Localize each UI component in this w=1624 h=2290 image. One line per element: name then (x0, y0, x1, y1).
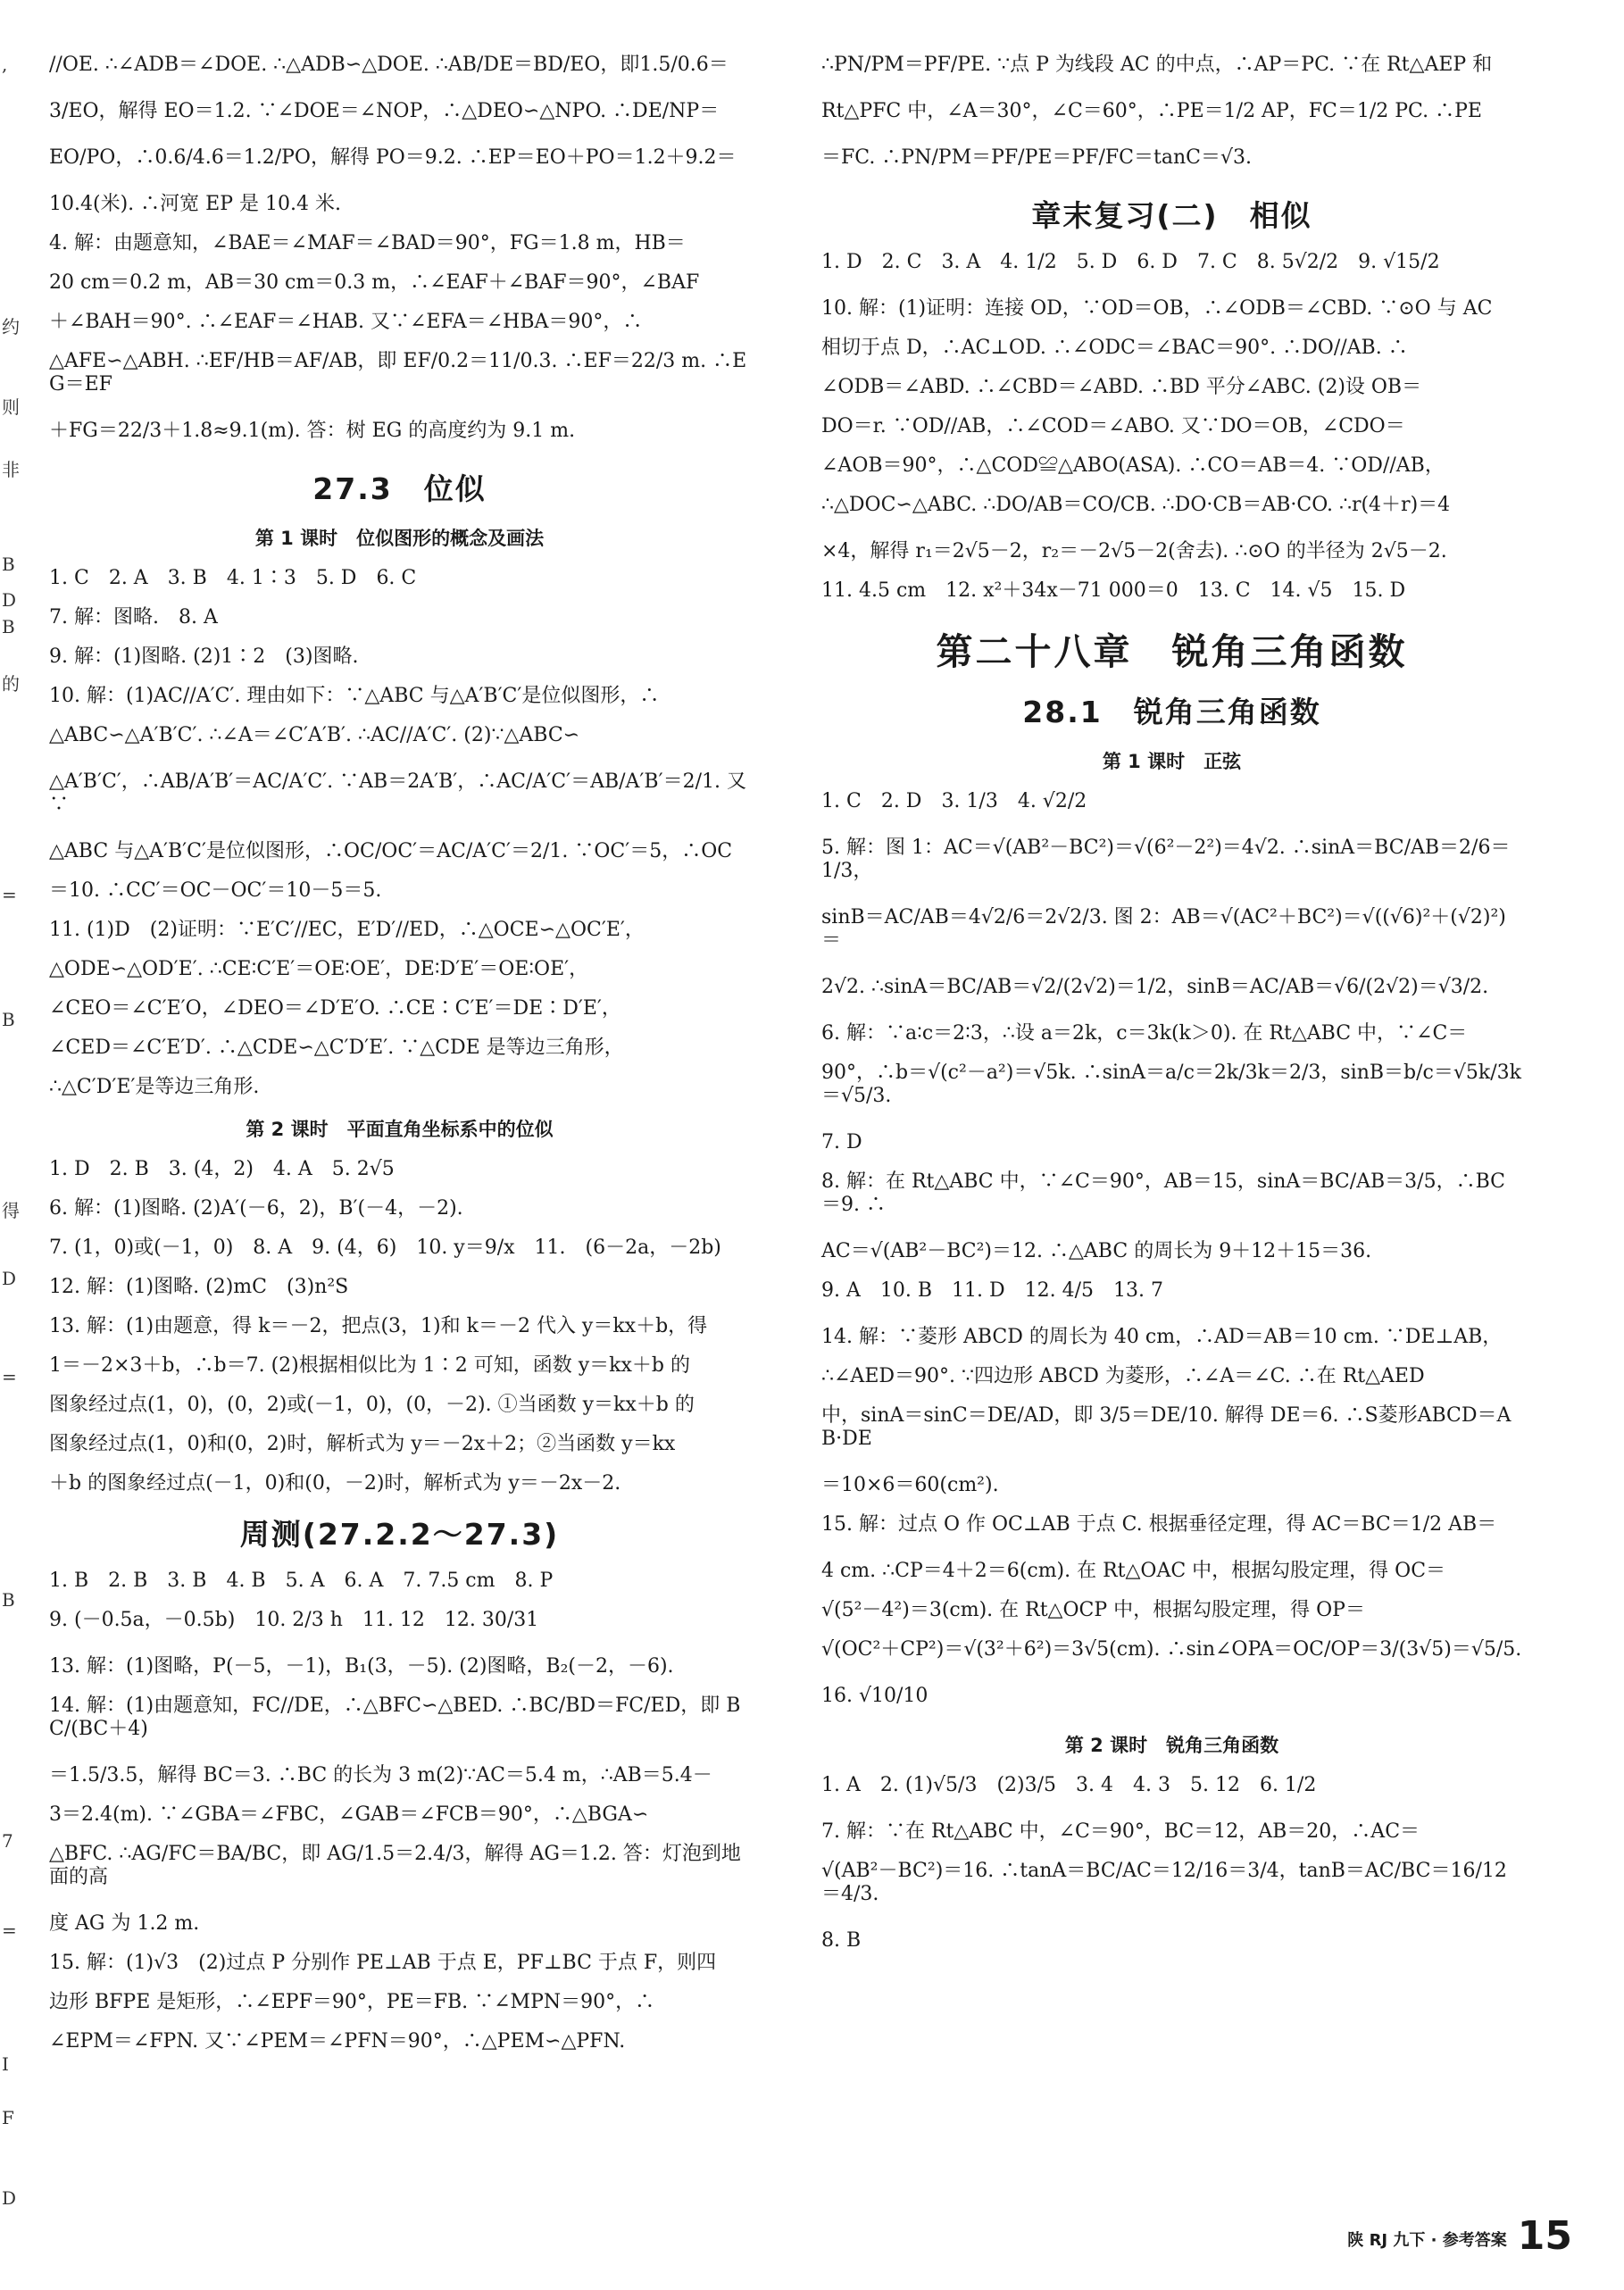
edge-mark: I (2, 2053, 9, 2075)
edge-mark: D (2, 1268, 17, 1289)
chapter-review-heading: 章末复习(二) 相似 (1031, 198, 1312, 233)
answer-line: 7. 解：∵在 Rt△ABC 中，∠C＝90°，BC＝12，AB＝20，∴AC＝ (821, 1820, 1420, 1843)
answer-line: 4. 解：由题意知，∠BAE＝∠MAF＝∠BAD＝90°，FG＝1.8 m，HB＝ (49, 232, 686, 254)
answer-line: ∠CEO＝∠C′E′O，∠DEO＝∠D′E′O. ∴CE∶C′E′＝DE∶D′E′， (49, 997, 621, 1020)
answer-line: 7. D (821, 1131, 862, 1153)
answer-line: ∴PN/PM＝PF/PE. ∵点 P 为线段 AC 的中点，∴AP＝PC. ∵在 Rt△AEP 和 (821, 54, 1493, 76)
left-edge-cropped-text (0, 0, 20, 2290)
lesson-heading: 第 2 课时 平面直角坐标系中的位似 (246, 1119, 554, 1140)
answer-line: 6. 解：(1)图略. (2)A′(－6，2)，B′(－4，－2). (49, 1197, 463, 1220)
answer-line: △ODE∽△OD′E′. ∴CE∶C′E′＝OE∶OE′，DE∶D′E′＝OE∶OE′， (49, 958, 589, 980)
answer-line: 5. 解：图 1：AC＝√(AB²－BC²)＝√(6²－2²)＝4√2. ∴sinA＝BC/AB＝2/6＝1/3， (821, 837, 1511, 882)
section-heading-28-1: 28.1 锐角三角函数 (1022, 695, 1321, 729)
answer-line: 14. 解：∵菱形 ABCD 的周长为 40 cm，∴AD＝AB＝10 cm. ∵DE⊥AB， (821, 1326, 1503, 1348)
answer-line: 15. 解：(1)√3 (2)过点 P 分别作 PE⊥AB 于点 E，PF⊥BC 于点 F，则四 (49, 1952, 717, 1974)
chapter-28-heading: 第二十八章 锐角三角函数 (936, 630, 1408, 673)
section-heading-27-3: 27.3 位似 (312, 471, 487, 506)
answer-line: Rt△PFC 中，∠A＝30°，∠C＝60°，∴PE＝1/2 AP，FC＝1/2 PC. ∴PE (821, 100, 1482, 122)
answer-line: 10. 解：(1)证明：连接 OD，∵OD＝OB，∴∠ODB＝∠CBD. ∵⊙O 与 AC (821, 297, 1493, 320)
edge-mark: , (2, 54, 8, 75)
answer-line: 12. 解：(1)图略. (2)mC (3)n²S (49, 1276, 349, 1298)
answer-line: 8. B (821, 1929, 862, 1952)
lesson-heading: 第 1 课时 正弦 (1102, 751, 1242, 772)
answer-line: 3/EO，解得 EO＝1.2. ∵∠DOE＝∠NOP，∴△DEO∽△NPO. ∴DE/NP＝ (49, 100, 720, 122)
left-column (49, 54, 750, 2069)
answer-line: △A′B′C′，∴AB/A′B′＝AC/A′C′. ∵AB＝2A′B′，∴AC/A′C′＝AB/A′B′＝2/1. 又∵ (49, 770, 746, 816)
answer-line: 1. C 2. D 3. 1/3 4. √2/2 (821, 790, 1087, 812)
answer-line: DO＝r. ∵OD//AB，∴∠COD＝∠ABO. 又∵DO＝OB，∠CDO＝ (821, 415, 1405, 437)
answer-line: 相切于点 D，∴AC⊥OD. ∴∠ODC＝∠BAC＝90°. ∴DO//AB. ∴ (821, 337, 1408, 359)
answer-line: 3＝2.4(m). ∵∠GBA＝∠FBC，∠GAB＝∠FCB＝90°，∴△BGA∽ (49, 1803, 649, 1826)
answer-line: ＋∠BAH＝90°. ∴∠EAF＝∠HAB. 又∵∠EFA＝∠HBA＝90°，∴ (49, 311, 643, 333)
answer-line: 1. D 2. C 3. A 4. 1/2 5. D 6. D 7. C 8. 5√2/2 9. √15/2 (821, 251, 1440, 273)
answer-line: 11. 4.5 cm 12. x²＋34x－71 000＝0 13. C 14. √5 15. D (821, 579, 1406, 602)
answer-line: 13. 解：(1)图略，P(－5，－1)，B₁(3，－5). (2)图略，B₂(－2，－6). (49, 1655, 674, 1678)
answer-line: ∠CED＝∠C′E′D′. ∴△CDE∽△C′D′E′. ∵△CDE 是等边三角形， (49, 1037, 624, 1059)
answer-line: 7. (1，0)或(－1，0) 8. A 9. (4，6) 10. y＝9/x 11. (6－2a，－2b) (49, 1237, 721, 1259)
review-answers (821, 251, 1522, 603)
edge-mark: B (2, 1009, 15, 1030)
answer-line: ∠AOB＝90°，∴△COD≌△ABO(ASA). ∴CO＝AB＝4. ∵OD//AB， (821, 454, 1445, 477)
answer-line: AC＝√(AB²－BC²)＝12. ∴△ABC 的周长为 9＋12＋15＝36. (821, 1240, 1372, 1262)
answer-line: △ABC 与△A′B′C′是位似图形，∴OC/OC′＝AC/A′C′＝2/1. ∵OC′＝5，∴OC (49, 840, 733, 862)
answer-line: 15. 解：过点 O 作 OC⊥AB 于点 C. 根据垂径定理，得 AC＝BC＝1/2 AB＝ (821, 1513, 1497, 1536)
answer-line: 8. 解：在 Rt△ABC 中，∵∠C＝90°，AB＝15，sinA＝BC/AB＝3/5，∴BC＝9. ∴ (821, 1170, 1505, 1216)
answer-line: 6. 解：∵a∶c＝2∶3，∴设 a＝2k，c＝3k(k＞0). 在 Rt△ABC 中，∵∠C＝ (821, 1022, 1468, 1045)
answer-line: 10.4(米). ∴河宽 EP 是 10.4 米. (49, 193, 341, 215)
right-column (821, 54, 1522, 1969)
answer-line: 9. A 10. B 11. D 12. 4/5 13. 7 (821, 1279, 1164, 1302)
weekly-test-heading: 周测(27.2.2～27.3) (239, 1517, 560, 1552)
edge-mark: D (2, 2187, 17, 2209)
answer-line: ∠EPM＝∠FPN. 又∵∠PEM＝∠PFN＝90°，∴△PEM∽△PFN. (49, 2030, 626, 2053)
answer-line: ∴△C′D′E′是等边三角形. (49, 1076, 260, 1098)
answer-line: 14. 解：(1)由题意知，FC//DE，∴△BFC∽△BED. ∴BC/BD＝FC/ED，即 BC/(BC＋4) (49, 1695, 741, 1740)
answer-line: ＋b 的图象经过点(－1，0)和(0，－2)时，解析式为 y＝－2x－2. (49, 1472, 621, 1495)
answer-line: √(OC²＋CP²)＝√(3²＋6²)＝3√5(cm). ∴sin∠OPA＝OC/OP＝3/(3√5)＝√5/5. (821, 1638, 1522, 1661)
edge-mark: = (2, 1366, 17, 1387)
book-label: 陕 RJ 九下 · 参考答案 (1347, 2231, 1507, 2250)
lesson-heading: 第 1 课时 位似图形的概念及画法 (254, 528, 545, 549)
answer-line: 1. C 2. A 3. B 4. 1∶3 5. D 6. C (49, 567, 417, 589)
answer-line: ∴△DOC∽△ABC. ∴DO/AB＝CO/CB. ∴DO·CB＝AB·CO. ∴r(4＋r)＝4 (821, 494, 1451, 516)
answer-line: 4 cm. ∴CP＝4＋2＝6(cm). 在 Rt△OAC 中，根据勾股定理，得 OC＝ (821, 1560, 1446, 1582)
page-footer (1347, 2213, 1572, 2259)
answer-line: ＋FG＝22/3＋1.8≈9.1(m). 答：树 EG 的高度约为 9.1 m. (49, 420, 576, 442)
answer-line: sinB＝AC/AB＝4√2/6＝2√2/3. 图 2：AB＝√(AC²＋BC²)＝√((√6)²＋(√2)²)＝ (821, 906, 1506, 952)
continued-answer-block (49, 54, 750, 443)
answer-line: ＝FC. ∴PN/PM＝PF/PE＝PF/FC＝tanC＝√3. (821, 146, 1252, 169)
answer-line: 1. A 2. (1)√5/3 (2)3/5 3. 4 4. 3 5. 12 6. 1/2 (821, 1774, 1317, 1796)
answer-line: 图象经过点(1，0)，(0，2)或(－1，0)，(0，－2). ①当函数 y＝kx＋b 的 (49, 1394, 695, 1416)
continued-answer-block (821, 54, 1522, 170)
answer-line: 度 AG 为 1.2 m. (49, 1912, 200, 1935)
edge-mark: B (2, 616, 15, 637)
answer-line: ＝10×6＝60(cm²). (821, 1474, 999, 1496)
answer-line: 9. 解：(1)图略. (2)1∶2 (3)图略. (49, 645, 359, 668)
edge-mark: 则 (2, 396, 20, 418)
lesson-1-answers (49, 567, 750, 1099)
edge-mark: B (2, 1589, 15, 1611)
answer-line: ×4，解得 r₁＝2√5－2，r₂＝－2√5－2(舍去). ∴⊙O 的半径为 2√5－2. (821, 540, 1447, 562)
answer-line: △ABC∽△A′B′C′. ∴∠A＝∠C′A′B′. ∴AC//A′C′. (2)∵△ABC∽ (49, 724, 580, 746)
edge-mark: 约 (2, 316, 20, 337)
answer-line: //OE. ∴∠ADB＝∠DOE. ∴△ADB∽△DOE. ∴AB/DE＝BD/EO，即1.5/0.6＝ (49, 54, 729, 76)
answer-line: EO/PO，∴0.6/4.6＝1.2/PO，解得 PO＝9.2. ∴EP＝EO＋PO＝1.2＋9.2＝ (49, 146, 737, 169)
answer-line: 2√2. ∴sinA＝BC/AB＝√2/(2√2)＝1/2，sinB＝AC/AB＝√6/(2√2)＝√3/2. (821, 976, 1489, 998)
answer-line: 9. (－0.5a，－0.5b) 10. 2/3 h 11. 12 12. 30/31 (49, 1609, 539, 1631)
edge-mark: 7 (2, 1830, 13, 1852)
weekly-test-answers (49, 1570, 750, 2053)
answer-line: △AFE∽△ABH. ∴EF/HB＝AF/AB，即 EF/0.2＝11/0.3. ∴EF＝22/3 m. ∴EG＝EF (49, 350, 747, 396)
answer-line: 11. (1)D (2)证明：∵E′C′//EC，E′D′//ED，∴△OCE∽△OC′E′， (49, 919, 645, 941)
answer-line: 20 cm＝0.2 m，AB＝30 cm＝0.3 m，∴∠EAF＋∠BAF＝90°，∠BAF (49, 271, 700, 294)
answer-line: 图象经过点(1，0)和(0，2)时，解析式为 y＝－2x＋2；②当函数 y＝kx (49, 1433, 676, 1455)
answer-line: 边形 BFPE 是矩形，∴∠EPF＝90°，PE＝FB. ∵∠MPN＝90°，∴ (49, 1991, 655, 2013)
answer-line: ＝10. ∴CC′＝OC－OC′＝10－5＝5. (49, 879, 382, 902)
answer-line: △BFC. ∴AG/FC＝BA/BC，即 AG/1.5＝2.4/3，解得 AG＝1.2. 答：灯泡到地面的高 (49, 1843, 741, 1888)
answer-line: 中，sinA＝sinC＝DE/AD，即 3/5＝DE/10. 解得 DE＝6. ∴S菱形ABCD＝AB·DE (821, 1404, 1512, 1450)
lesson-heading: 第 2 课时 锐角三角函数 (1064, 1735, 1279, 1756)
answer-line: 1＝－2×3＋b，∴b＝7. (2)根据相似比为 1∶2 可知，函数 y＝kx＋b 的 (49, 1354, 690, 1377)
answer-line: ∴∠AED＝90°. ∵四边形 ABCD 为菱形，∴∠A＝∠C. ∴在 Rt△AED (821, 1365, 1425, 1387)
answer-line: √(AB²－BC²)＝16. ∴tanA＝BC/AC＝12/16＝3/4，tanB＝AC/BC＝16/12＝4/3. (821, 1860, 1507, 1905)
lesson-2-answers (49, 1158, 750, 1495)
edge-mark: 非 (2, 459, 20, 480)
edge-mark: F (2, 2107, 14, 2128)
answer-line: 10. 解：(1)AC//A′C′. 理由如下：∵△ABC 与△A′B′C′是位似图形，∴ (49, 685, 660, 707)
edge-mark: D (2, 589, 17, 611)
answer-line: ∠ODB＝∠ABD. ∴∠CBD＝∠ABD. ∴BD 平分∠ABC. (2)设 OB＝ (821, 376, 1422, 398)
edge-mark: = (2, 1919, 17, 1941)
trig-lesson-answers (821, 1774, 1522, 1953)
answer-line: 16. √10/10 (821, 1685, 929, 1707)
answer-line: ＝1.5/3.5，解得 BC＝3. ∴BC 的长为 3 m(2)∵AC＝5.4 m，∴AB＝5.4－ (49, 1764, 712, 1786)
answer-line: 7. 解：图略. 8. A (49, 606, 218, 629)
edge-mark: = (2, 884, 17, 905)
page-number: 15 (1517, 2213, 1572, 2259)
edge-mark: 得 (2, 1200, 20, 1221)
edge-mark: 的 (2, 673, 20, 695)
sine-lesson-answers (821, 790, 1522, 1708)
answer-line: 1. D 2. B 3. (4，2) 4. A 5. 2√5 (49, 1158, 395, 1180)
answer-line: 13. 解：(1)由题意，得 k＝－2，把点(3，1)和 k＝－2 代入 y＝kx＋b，得 (49, 1315, 708, 1337)
edge-mark: B (2, 554, 15, 575)
answer-line: √(5²－4²)＝3(cm). 在 Rt△OCP 中，根据勾股定理，得 OP＝ (821, 1599, 1365, 1621)
answer-line: 90°，∴b＝√(c²－a²)＝√5k. ∴sinA＝a/c＝2k/3k＝2/3，sinB＝b/c＝√5k/3k＝√5/3. (821, 1062, 1521, 1107)
answer-line: 1. B 2. B 3. B 4. B 5. A 6. A 7. 7.5 cm 8. P (49, 1570, 554, 1592)
